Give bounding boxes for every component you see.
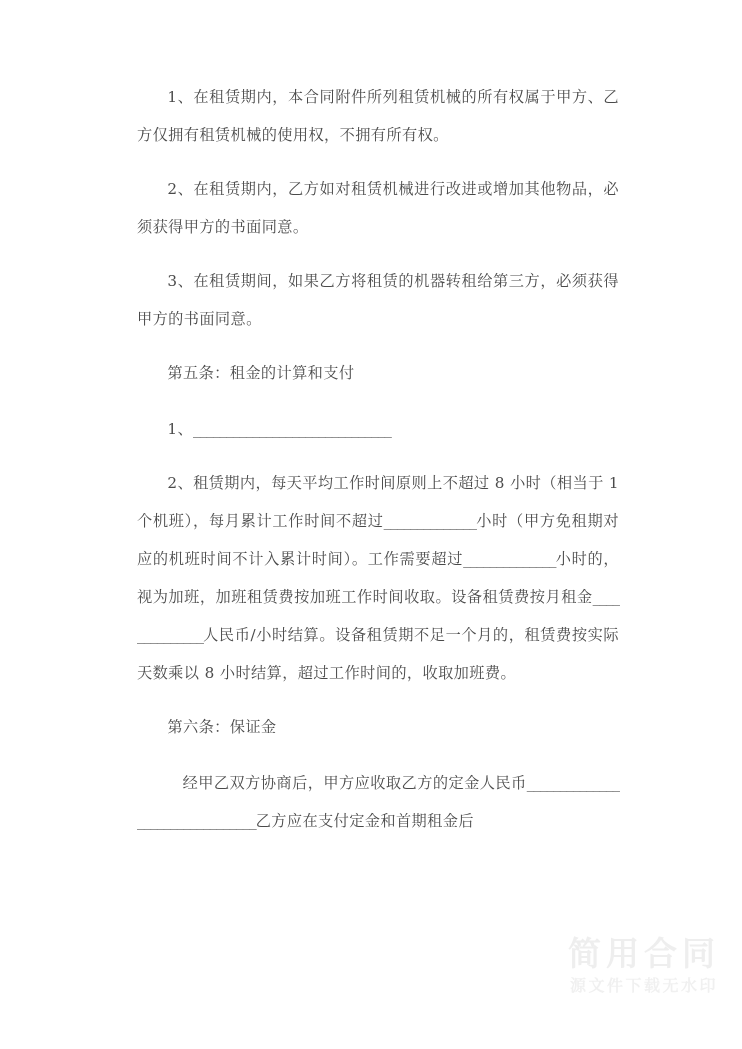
blank-field-clause5-item1[interactable]: ______________________________ — [193, 420, 391, 438]
paragraph-clause5-item1 — [137, 410, 619, 448]
heading-clause5: 第五条：租金的计算和支付 — [167, 364, 355, 382]
paragraph-clause5-item2 — [137, 464, 619, 692]
clause5-item2-text-part1: 2、租赁期内，每天平均工作时间原则上不超过 8 小时（相当于 1 个机班），每月累计工作时间不超过 — [137, 474, 619, 530]
heading-clause6: 第六条：保证金 — [167, 718, 277, 736]
list-number-1: 1、 — [167, 420, 194, 438]
blank-field-monthly-rent[interactable]: ______________ — [137, 588, 619, 644]
watermark-main-text: 简用合同 — [568, 934, 720, 973]
paragraph-clause4-item1: 1、在租赁期内，本合同附件所列租赁机械的所有权属于甲方、乙方仅拥有租赁机械的使用权，不拥有所有权。 — [137, 88, 619, 144]
clause5-item2-text-part4: 人民币/小时结算。设备租赁期不足一个月的，租赁费按实际天数乘以 8 小时结算，超过工作时间的，收取加班费。 — [137, 626, 619, 682]
paragraph-clause6-item1 — [137, 764, 619, 840]
clause6-item1-text-part1: 经甲乙双方协商后，甲方应收取乙方的定金人民币 — [182, 774, 527, 792]
blank-field-deposit-amount[interactable]: ________________________________ — [137, 774, 619, 830]
clause5-item2-text-part3: 小时的，视为加班，加班租赁费按加班工作时间收取。设备租赁费按月租金 — [137, 550, 619, 606]
watermark-sub-text: 源文件下载无水印 — [569, 976, 718, 995]
paragraph-clause4-item2: 2、在租赁期内，乙方如对租赁机械进行改进或增加其他物品，必须获得甲方的书面同意。 — [137, 180, 619, 236]
blank-field-monthly-hours[interactable]: ______________ — [383, 512, 476, 530]
clause6-item1-text-part2: 乙方应在支付定金和首期租金后 — [255, 812, 474, 830]
watermark — [568, 935, 720, 997]
blank-field-overtime-hours[interactable]: ______________ — [463, 550, 556, 568]
clause5-item2-text-part2: 小时（甲方免租期对应的机班时间不计入累计时间）。工作需要超过 — [137, 512, 619, 568]
document-body — [137, 78, 619, 856]
paragraph-clause4-item3: 3、在租赁期间，如果乙方将租赁的机器转租给第三方，必须获得甲方的书面同意。 — [137, 272, 619, 328]
